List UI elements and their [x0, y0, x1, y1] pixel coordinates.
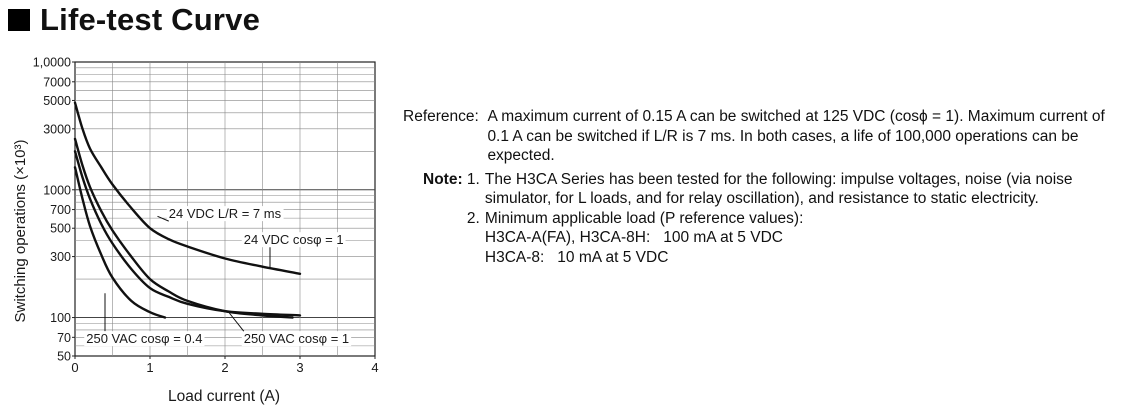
note-item-text: The H3CA Series has been tested for the following: impulse voltages, noise (via noise simulator, for L loads, and for relay oscillation), and resistance to static electricity. — [484, 170, 1073, 207]
x-tick-label: 1 — [146, 360, 154, 375]
note-item-number: 1. — [466, 170, 480, 188]
x-tick-label: 3 — [296, 360, 304, 375]
reference-label: Reference: — [403, 108, 488, 125]
y-tick-label: 50 — [57, 349, 71, 364]
section-heading — [8, 0, 260, 40]
y-tick-label: 70 — [57, 330, 71, 345]
x-axis-label: Load current (A) — [168, 388, 280, 405]
curve-annotation: 24 VDC L/R = 7 ms — [168, 206, 282, 222]
curve-annotation: 250 VAC cosφ = 0.4 — [86, 331, 203, 347]
note-label: Note: — [423, 170, 467, 188]
reference-block — [403, 107, 1118, 267]
y-tick-label: 5000 — [43, 93, 71, 108]
note-item — [467, 170, 1118, 209]
y-tick-label: 1000 — [43, 183, 71, 198]
note-item-line: H3CA-8: 10 mA at 5 VDC — [484, 248, 669, 266]
x-tick-label: 4 — [371, 360, 379, 375]
annotation-leader — [229, 312, 244, 331]
curve-annotation: 24 VDC cosφ = 1 — [243, 232, 344, 248]
reference-text: A maximum current of 0.15 A can be switched at 125 VDC (cosϕ = 1). Maximum current of 0.1 A can be switched if L/R is 7 ms. In both cases, a life of 100,000 operations can be expected. — [487, 108, 1105, 164]
black-square-icon — [8, 9, 30, 31]
x-tick-label: 0 — [71, 360, 79, 375]
y-axis-label: Switching operations (×10³) — [12, 139, 29, 323]
y-tick-label: 300 — [50, 250, 71, 265]
y-tick-label: 1,0000 — [32, 55, 71, 70]
curve-annotation: 250 VAC cosφ = 1 — [243, 331, 350, 347]
note-item-text: Minimum applicable load (P reference values): — [484, 209, 804, 227]
x-tick-label: 2 — [221, 360, 229, 375]
life-test-chart — [0, 40, 395, 413]
y-tick-label: 3000 — [43, 122, 71, 137]
chart-annotations — [84, 206, 351, 346]
y-tick-label: 100 — [50, 311, 71, 326]
note-item-line: H3CA-A(FA), H3CA-8H: 100 mA at 5 VDC — [484, 229, 783, 246]
y-tick-label: 700 — [50, 203, 71, 218]
y-tick-label: 500 — [50, 221, 71, 236]
y-tick-label: 7000 — [43, 75, 71, 90]
note-item-number: 2. — [466, 209, 480, 227]
note-item — [467, 209, 1118, 268]
note-block — [423, 170, 1118, 268]
section-title: Life-test Curve — [40, 2, 261, 37]
